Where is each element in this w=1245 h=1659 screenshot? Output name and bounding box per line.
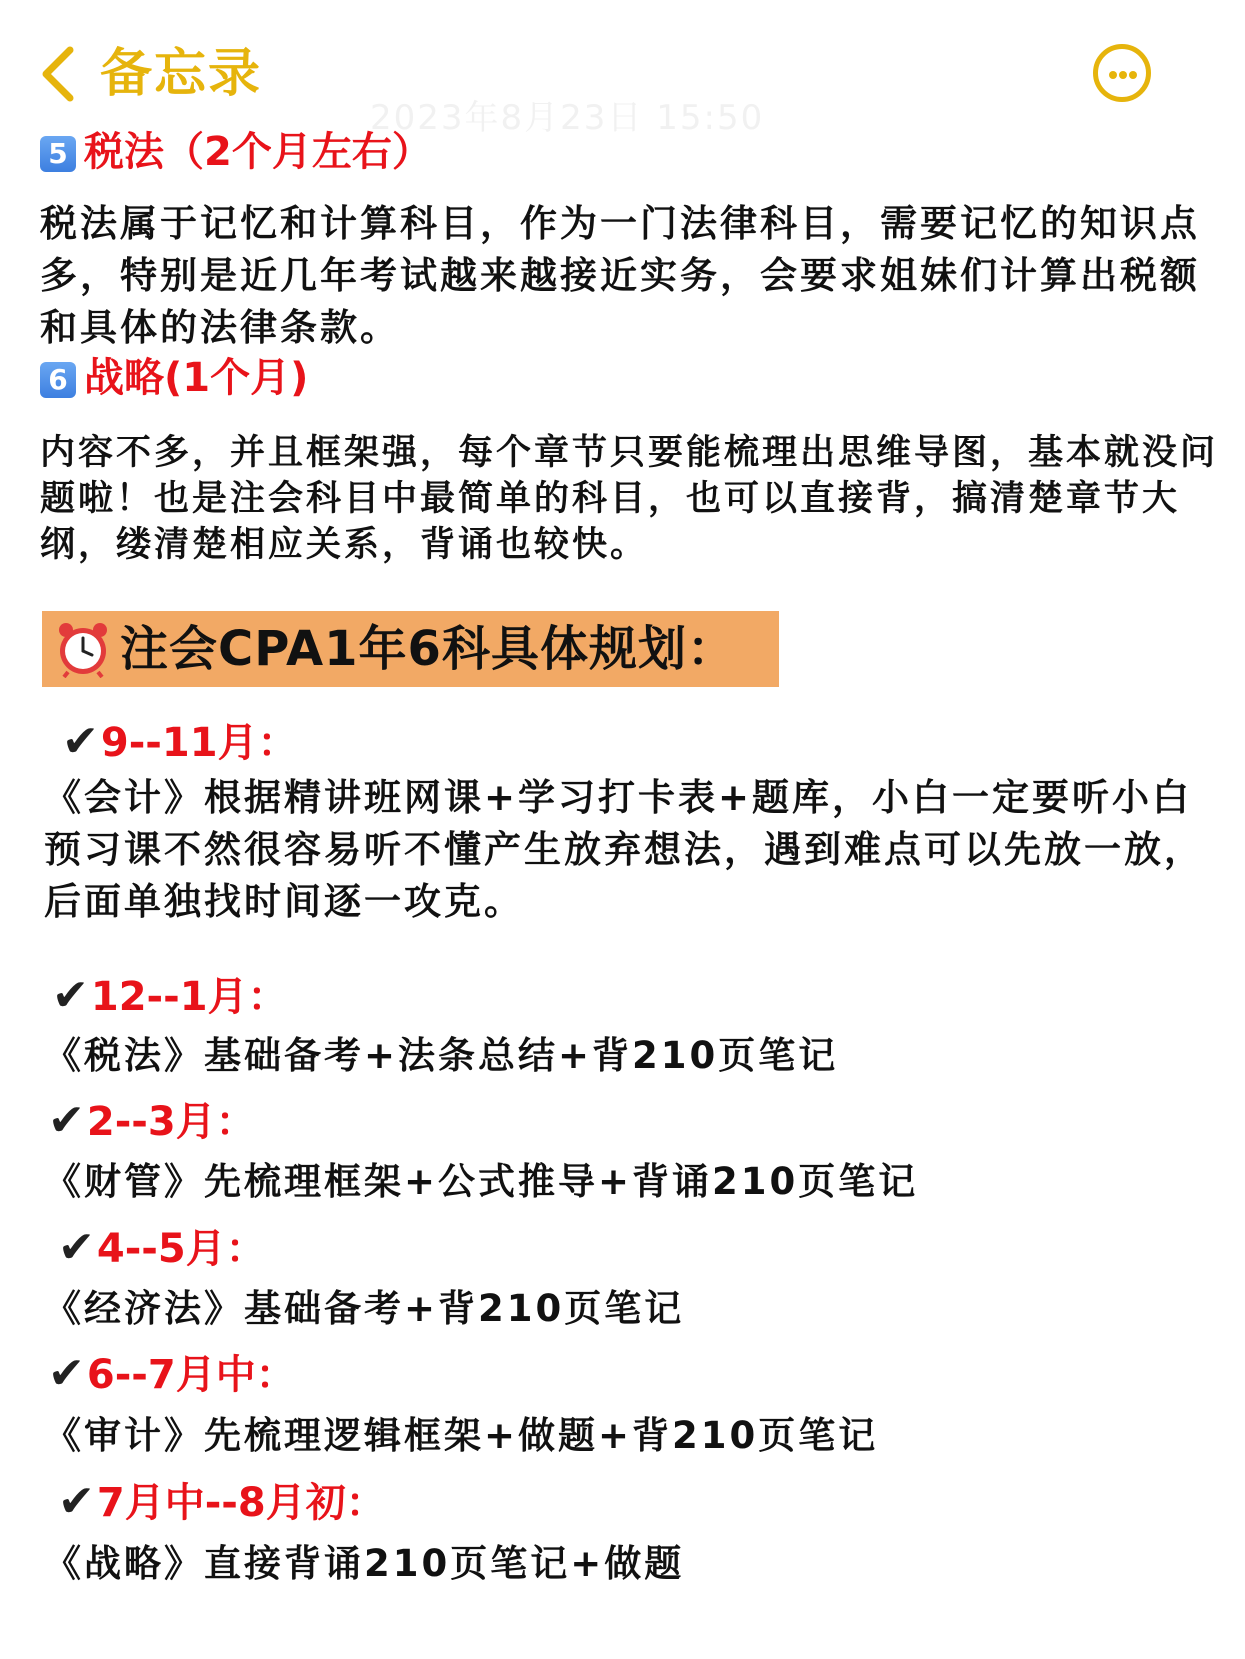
plan-item-body: 《财管》先梳理框架+公式推导+背诵210页笔记	[44, 1160, 919, 1203]
plan-item-period	[48, 1348, 296, 1400]
period-label: 7月中--8月初：	[96, 1480, 386, 1526]
period-label: 6--7月中：	[86, 1352, 296, 1398]
period-label: 12--1月：	[90, 974, 288, 1020]
back-button-label[interactable]: 备忘录	[100, 44, 263, 104]
section-body-strategy: 内容不多，并且框架强，每个章节只要能梳理出思维导图，基本就没问题啦！也是注会科目中最简单的科目，也可以直接背，搞清楚章节大纲，缕清楚相应关系，背诵也较快。	[40, 433, 1219, 565]
period-label: 4--5月：	[96, 1226, 266, 1272]
plan-item-body: 《战略》直接背诵210页笔记+做题	[44, 1542, 685, 1585]
section-heading-strategy	[40, 354, 308, 402]
plan-item-body: 《经济法》基础备考+背210页笔记	[44, 1287, 685, 1330]
nav-bar	[0, 0, 1245, 138]
section-body-tax-law: 税法属于记忆和计算科目，作为一门法律科目，需要记忆的知识点多，特别是近几年考试越来越接近实务，会要求姐妹们计算出税额和具体的法律条款。	[40, 202, 1200, 349]
checkmark-icon: ✔	[48, 1348, 85, 1399]
alarm-clock-icon	[54, 620, 112, 678]
plan-item-body: 《会计》根据精讲班网课+学习打卡表+题库，小白一定要听小白预习课不然很容易听不懂产生放弃想法，遇到难点可以先放一放，后面单独找时间逐一攻克。	[44, 776, 1204, 923]
section-title: 税法（2个月左右）	[84, 129, 432, 175]
plan-item-period	[48, 1095, 256, 1147]
checkmark-icon: ✔	[58, 1222, 95, 1273]
more-dot-icon	[1129, 71, 1137, 79]
more-options-button[interactable]	[1093, 44, 1151, 102]
plan-item-body: 《税法》基础备考+法条总结+背210页笔记	[44, 1034, 839, 1077]
number-badge-icon: 6	[40, 362, 76, 398]
plan-title: 注会CPA1年6科具体规划：	[120, 621, 736, 677]
plan-item-period	[52, 970, 288, 1022]
period-label: 2--3月：	[86, 1099, 256, 1145]
plan-item-period	[62, 716, 298, 768]
plan-item-period	[58, 1476, 386, 1528]
section-title: 战略(1个月)	[84, 355, 309, 401]
period-label: 9--11月：	[100, 720, 298, 766]
back-chevron-icon[interactable]	[38, 44, 78, 104]
checkmark-icon: ✔	[58, 1476, 95, 1527]
more-dot-icon	[1109, 71, 1117, 79]
more-dot-icon	[1119, 71, 1127, 79]
checkmark-icon: ✔	[62, 716, 99, 767]
plan-item-body: 《审计》先梳理逻辑框架+做题+背210页笔记	[44, 1414, 879, 1457]
note-timestamp: 2023年8月23日 15:50	[370, 98, 765, 138]
checkmark-icon: ✔	[52, 970, 89, 1021]
number-badge-icon: 5	[40, 136, 76, 172]
checkmark-icon: ✔	[48, 1095, 85, 1146]
section-heading-tax-law	[40, 128, 432, 176]
plan-item-period	[58, 1222, 266, 1274]
